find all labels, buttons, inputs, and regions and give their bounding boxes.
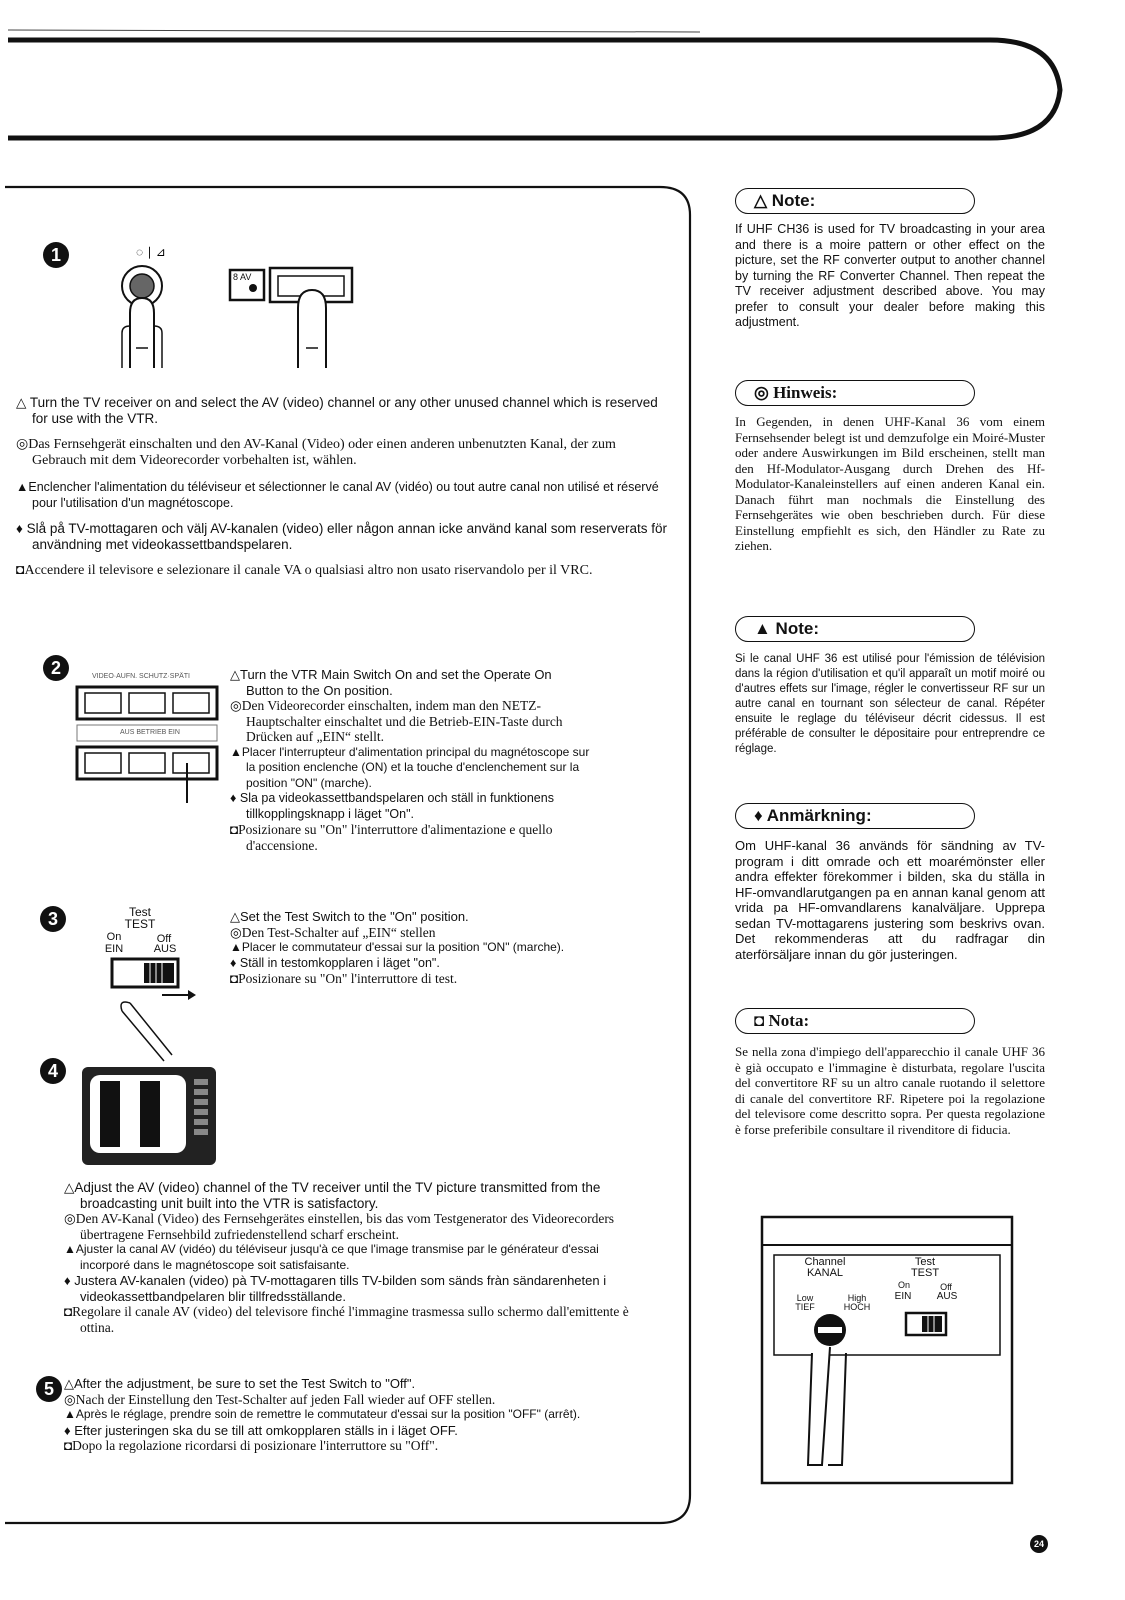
- step-3-aus: AUS: [153, 943, 177, 955]
- step-1-en: △ Turn the TV receiver on and select the AV (video) channel or any other unused channel which is reserved for use with the VTR.: [16, 395, 658, 426]
- step-4-number: 4: [40, 1058, 66, 1084]
- step-5-text: [64, 1376, 649, 1454]
- note-sv-title: ♦ Anmärkning:: [735, 803, 975, 829]
- rf-ein: EIN: [894, 1291, 912, 1302]
- step-3-switch-figure: [100, 955, 200, 1065]
- step-2-text: [230, 667, 590, 853]
- step-2-en: △Turn the VTR Main Switch On and set the Operate On Button to the On position.: [230, 667, 552, 698]
- step-3-ein: EIN: [104, 943, 124, 955]
- step-3-test-label: [105, 906, 175, 930]
- step-2-sv: ♦ Sla pa videokassettbandspelaren och ställ in funktionens tillkopplingsknapp i läget "On".: [230, 791, 554, 821]
- step-1-de: ◎Das Fernsehgerät einschalten und den AV-Kanal (Video) oder einen anderen unbenutzten Kanal, der zum Gebrauch mit dem Videorecorder vorbehalten ist, wählen.: [16, 437, 616, 468]
- step-4-it: ◘Regolare il canale AV (video) del televisore finché l'immagine trasmessa sullo schermo dall'emittente è ottina.: [64, 1304, 629, 1335]
- note-fr-title: ▲ Note:: [735, 616, 975, 642]
- rf-test-de: TEST: [910, 1267, 940, 1279]
- step-2-fr: ▲Placer l'interrupteur d'alimentation principal du magnétoscope sur la position enclenche (ON) et la touche d'enclenchement sur la position "ON" (marche).: [230, 744, 590, 790]
- note-it-body: Se nella zona d'impiego dell'apparecchio il canale UHF 36 è già occupato e l'immagine è disturbata, regolare l'uscita del convertitore RF su un altro canale ruotando il selettore di canale del convertitore RF. Ripetere poi la regolazione del televisore come descritto sopra. Per questa regolazione è forse preferibile consultare il rivenditore di fiducia.: [735, 1044, 1045, 1137]
- rf-on: On: [897, 1280, 910, 1290]
- step-2-label-mid: AUS BETRIEB EIN: [120, 729, 180, 736]
- step-3-test-de: TEST: [124, 917, 156, 931]
- step-1-sv: ♦ Slå på TV-mottagaren och välj AV-kanalen (video) eller någon annan icke använd kanal som reserverats för användning met videokassettbandspelaren.: [16, 521, 668, 552]
- step-1-text: [16, 395, 671, 589]
- rf-tief: TIEF: [795, 1302, 815, 1312]
- step-5-de: ◎Nach der Einstellung den Test-Schalter auf jeden Fall wieder auf OFF stellen.: [64, 1391, 496, 1407]
- step-4-fr: ▲Ajuster la canal AV (vidéo) du téléviseur jusqu'à ce que l'image transmise par le générateur d'essai incorporé dans le magnétoscope soit satisfaisante.: [64, 1242, 599, 1272]
- step-3-text: [230, 909, 600, 987]
- rf-aus: AUS: [936, 1291, 958, 1302]
- rf-test: Test: [914, 1256, 936, 1268]
- step-4-tv-figure: [80, 1065, 220, 1170]
- rf-converter-figure: [760, 1215, 1020, 1485]
- header-banner: [0, 20, 1125, 150]
- step-2-label-top: VIDEO·AUFN. SCHUTZ·SPÄTI: [92, 673, 191, 680]
- step-3-test: Test: [128, 905, 151, 919]
- step-5-fr: ▲Après le réglage, prendre soin de remettre le commutateur d'essai sur la position "OFF" (arrêt).: [64, 1407, 581, 1421]
- rf-off: Off: [940, 1282, 952, 1292]
- step-3-number: 3: [40, 906, 66, 932]
- step-5-en: △After the adjustment, be sure to set the Test Switch to "Off".: [64, 1376, 416, 1391]
- rf-hoch: HOCH: [843, 1302, 871, 1312]
- step-4-de: ◎Den AV-Kanal (Video) des Fernsehgerätes einstellen, bis das vom Testgenerator des Videorecorders übertragene Fernsehbild zufriedenstellend scharf erscheint.: [64, 1211, 615, 1242]
- step-5-sv: ♦ Efter justeringen ska du se till att omkopplaren ställs in i läget OFF.: [64, 1422, 458, 1438]
- note-fr-body: Si le canal UHF 36 est utilisé pour l'émission de télévision dans la région d'utilisation et qu'il apparaît un motif moiré ou d'autres effets sur l'image, régler le convertisseur RF sur un autre canal en tournant son sélecteur de canal. Répéter ensuite le reglage du téléviseur décrit cidessus. Il est préférable de consulter le dépositaire pour entreprendre ce réglage.: [735, 653, 1045, 755]
- step-3-on: On: [106, 931, 122, 943]
- rf-channel: Channel: [804, 1256, 846, 1268]
- note-en-title: △ Note:: [735, 188, 975, 214]
- step-3-sv: ♦ Ställ in testomkopplaren i läget "on".: [230, 955, 440, 970]
- note-it-title: ◘ Nota:: [735, 1008, 975, 1034]
- note-de-body: In Gegenden, in denen UHF-Kanal 36 vom einem Fernsehsender belegt ist und demzufolge ein Moiré-Muster oder andere Auswirkungen im Bild erscheinen, stellt man den Hf-Modulator-Ausgang durch Drehen des Hf-Modulator-Kanaleinstellers auf einen anderen Kanal ein. Danach führt man nochmals die Einstellung des Fernsehgerätes wie oben beschrieben durch. Für diese Einstellung empfiehlt es sich, den Händler zu Rate zu ziehen.: [735, 414, 1045, 553]
- page-number: 24: [1030, 1535, 1048, 1553]
- step-1-number: 1: [43, 242, 69, 268]
- step-3-fr: ▲Placer le commutateur d'essai sur la position "ON" (marche).: [230, 940, 565, 954]
- step-1-fr: ▲Enclencher l'alimentation du téléviseur et sélectionner le canal AV (vidéo) ou tout autre canal non utilisé et réservé pour l'utilisation d'un magnétoscope.: [16, 480, 659, 510]
- step-2-de: ◎Den Videorecorder einschalten, indem man den NETZ-Hauptschalter einschaltet und die Betrieb-EIN-Taste durch Drücken auf „EIN“ stellt.: [230, 698, 563, 744]
- step-3-de: ◎Den Test-Schalter auf „EIN“ stellen: [230, 924, 436, 940]
- step-2-number: 2: [43, 655, 69, 681]
- svg-text:◌ ∣ ⊿: ◌ ∣ ⊿: [136, 245, 166, 259]
- step-2-it: ◘Posizionare su "On" l'interruttore d'alimentazione e quello d'accensione.: [230, 822, 553, 853]
- step-4-text: [64, 1180, 649, 1335]
- step-5-number: 5: [36, 1376, 62, 1402]
- step-4-sv: ♦ Justera AV-kanalen (video) pà TV-mottagaren tills TV-bilden som sänds fràn sändarenheten i videokassettbandpelaren blir tillfredsställande.: [64, 1273, 607, 1304]
- rf-low: Low: [796, 1293, 814, 1303]
- step-3-it: ◘Posizionare su "On" l'interruttore di test.: [230, 971, 458, 986]
- note-en-body: If UHF CH36 is used for TV broadcasting in your area and there is a moire pattern or other effect on the picture, set the RF converter output to another channel by turning the RF Converter Channel. Then repeat the TV receiver adjustment described above. You may prefer to consult your dealer before making this adjustment.: [735, 222, 1045, 329]
- step-3-off: Off: [156, 933, 172, 945]
- note-sv-body: Om UHF-kanal 36 används för sändning av TV-program i ditt omrade och ett moarémönster eller andra effekter förekommer i bilden, ska du ställa in HF-omvandlarutgangen pa en annan kanal genom att vrida pa HF-omvandlarens kanalväljare. Upprepa sedan TV-mottagarens justering som beskrivs ovan. Det rekommenderas att du radfragar din aterförsäljare innan du gör justeringen.: [735, 838, 1045, 962]
- step-1-it: ◘Accendere il televisore e selezionare il canale VA o qualsiasi altro non usato riservandolo per il VRC.: [16, 563, 593, 578]
- step-3-en: △Set the Test Switch to the "On" position.: [230, 909, 469, 924]
- rf-high: High: [847, 1293, 867, 1303]
- note-de-title: ◎ Hinweis:: [735, 380, 975, 406]
- rf-kanal: KANAL: [806, 1267, 844, 1279]
- step-5-it: ◘Dopo la regolazione ricordarsi di posizionare l'interruttore su "Off".: [64, 1438, 439, 1453]
- step-1-button-label: 8 AV: [233, 272, 252, 282]
- step-1-figure: [100, 238, 380, 378]
- step-2-figure: [75, 685, 245, 805]
- step-4-en: △Adjust the AV (video) channel of the TV receiver until the TV picture transmitted from the broadcasting unit built into the VTR is satisfactory.: [64, 1180, 601, 1211]
